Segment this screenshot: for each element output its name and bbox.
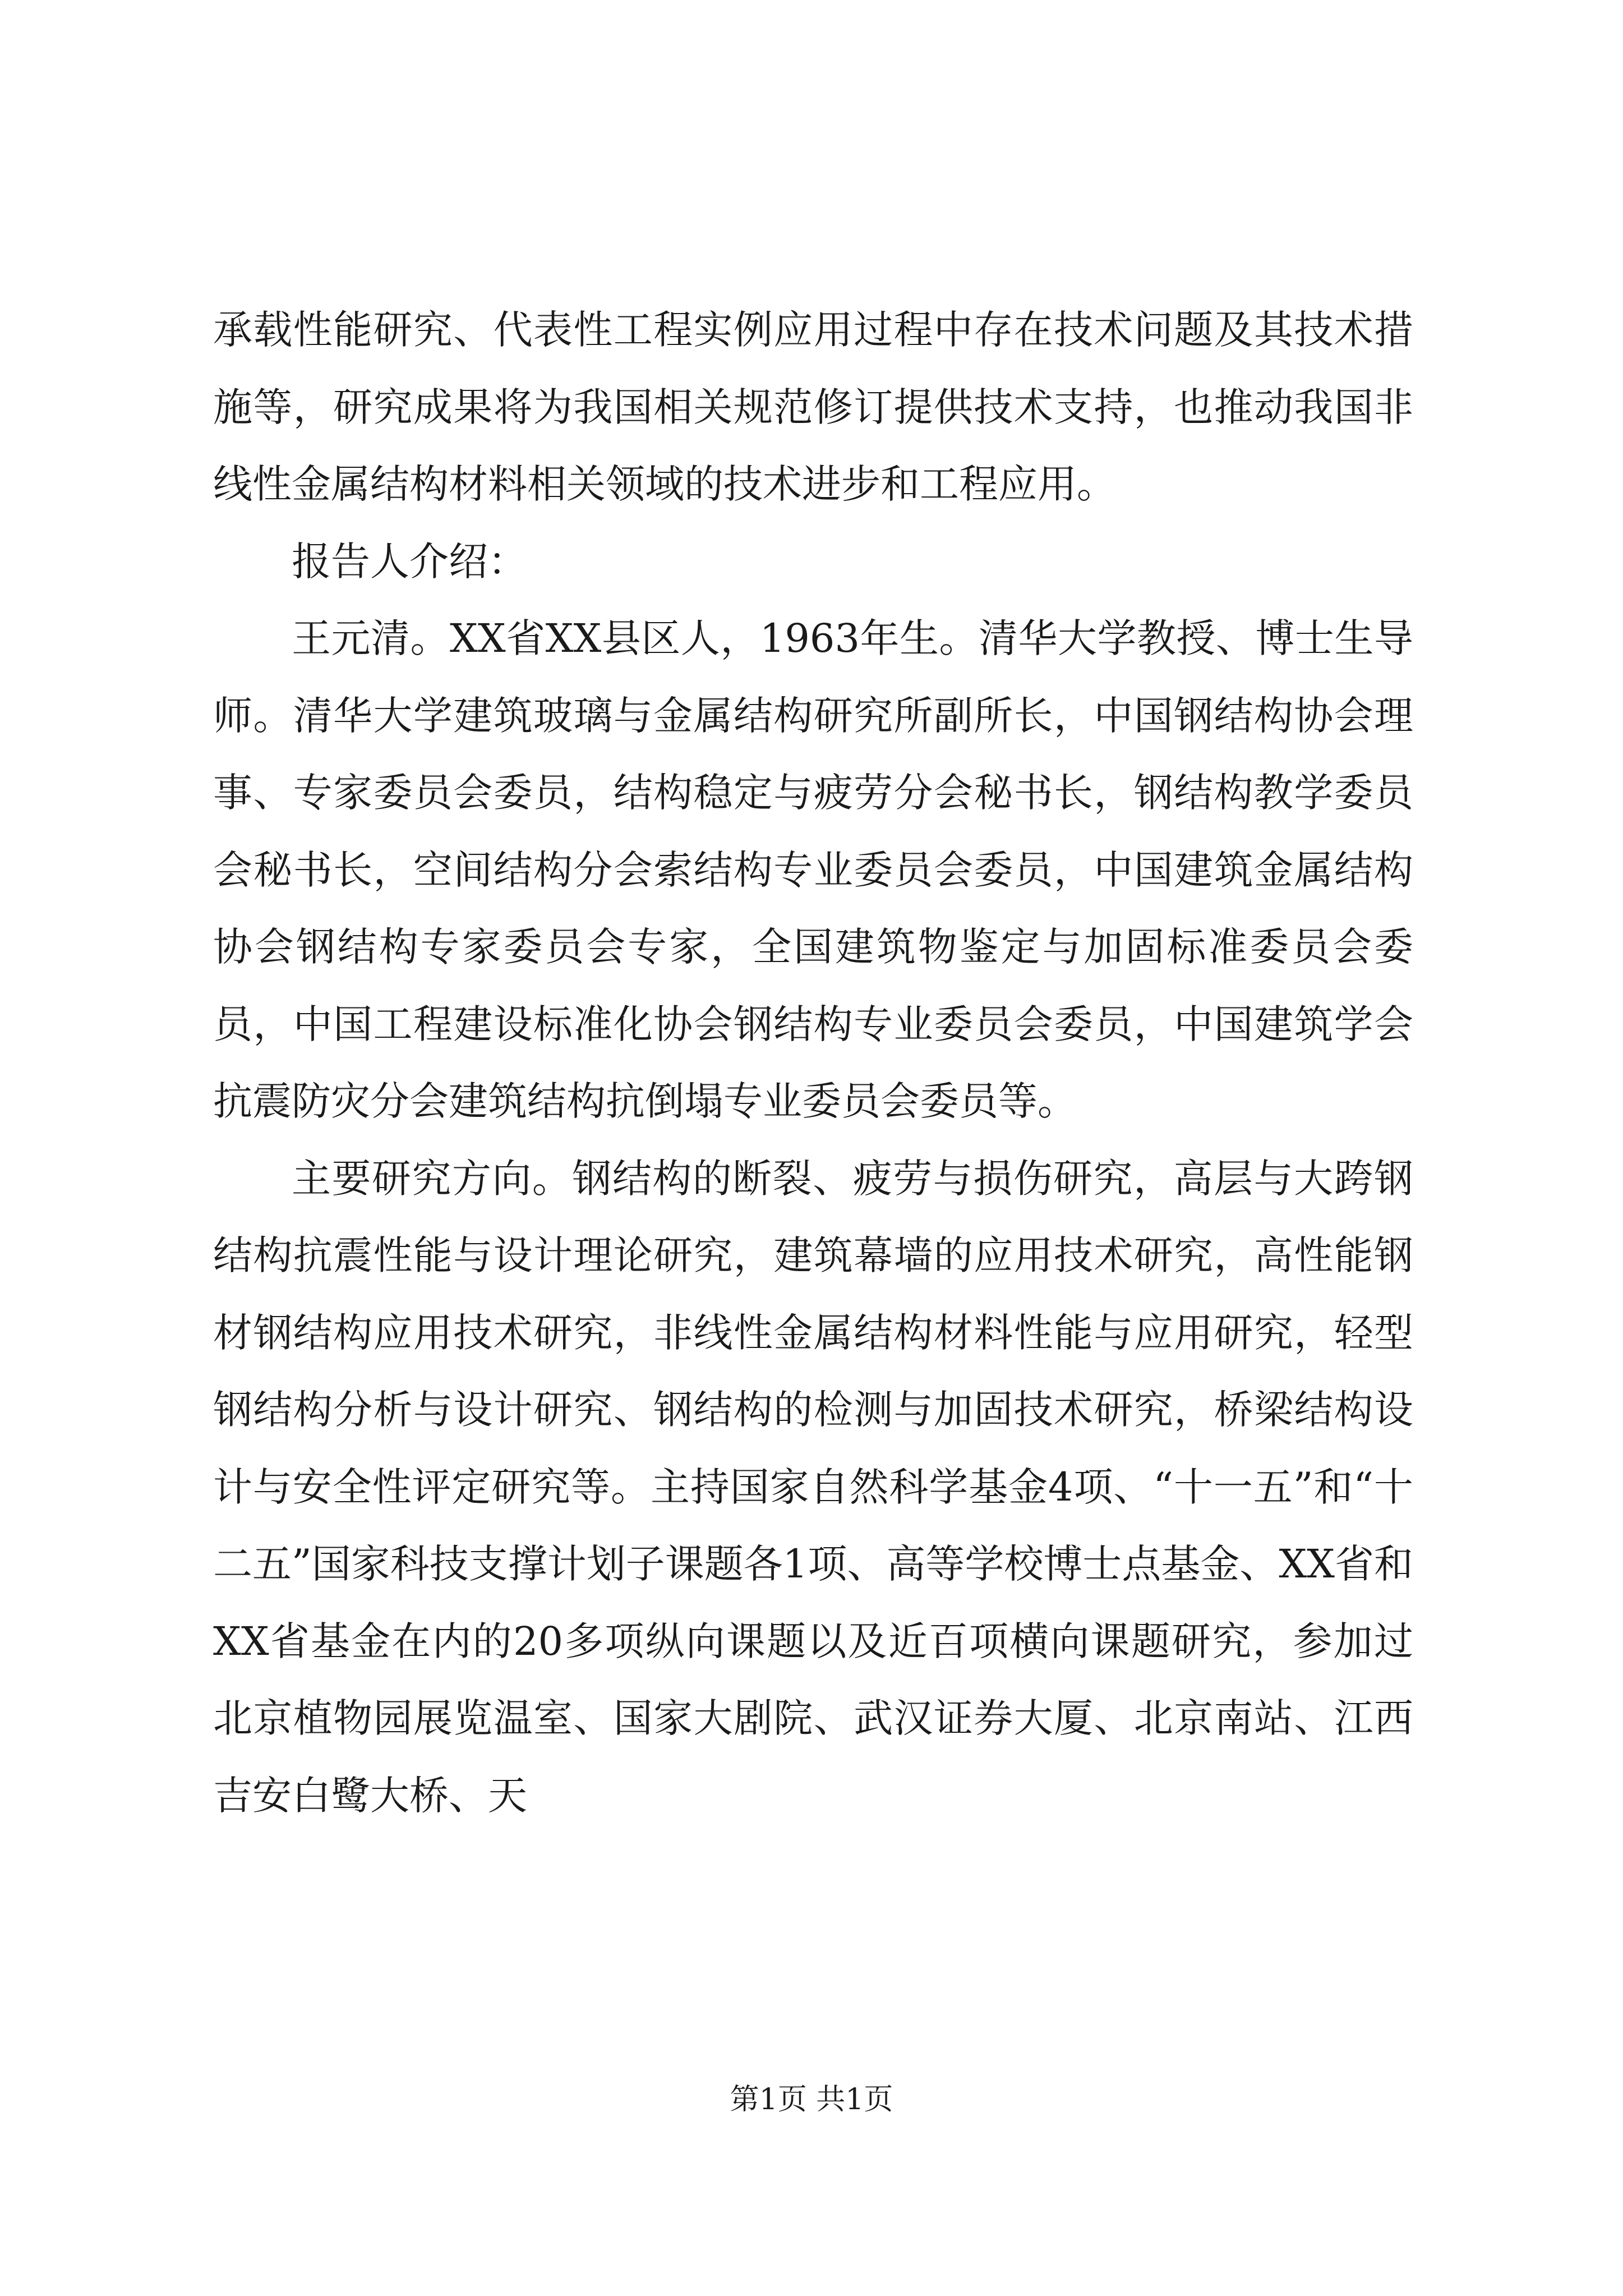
document-body	[213, 292, 1413, 1834]
paragraph-speaker-bio: 王元清。XX省XX县区人，1963年生。清华大学教授、博士生导师。清华大学建筑玻璃与金属结构研究所副所长，中国钢结构协会理事、专家委员会委员，结构稳定与疲劳分会秘书长，钢结构教学委员会秘书长，空间结构分会索结构专业委员会委员，中国建筑金属结构协会钢结构专家委员会专家，全国建筑物鉴定与加固标准委员会委员，中国工程建设标准化协会钢结构专业委员会委员，中国建筑学会抗震防灾分会建筑结构抗倒塌专业委员会委员等。	[213, 615, 1413, 1124]
paragraph-speaker-heading: 报告人介绍：	[292, 538, 527, 585]
paragraph-research-directions: 主要研究方向。钢结构的断裂、疲劳与损伤研究，高层与大跨钢结构抗震性能与设计理论研究，建筑幕墙的应用技术研究，高性能钢材钢结构应用技术研究，非线性金属结构材料性能与应用研究，轻型钢结构分析与设计研究、钢结构的检测与加固技术研究，桥梁结构设计与安全性评定研究等。主持国家自然科学基金4项、“十一五”和“十二五”国家科技支撑计划子课题各1项、高等学校博士点基金、XX省和XX省基金在内的20多项纵向课题以及近百项横向课题研究，参加过北京植物园展览温室、国家大剧院、武汉证券大厦、北京南站、江西吉安白鹭大桥、天	[213, 1155, 1413, 1819]
page-footer: 第1页 共1页	[730, 2083, 893, 2116]
paragraph-continuation: 承载性能研究、代表性工程实例应用过程中存在技术问题及其技术措施等，研究成果将为我国相关规范修订提供技术支持，也推动我国非线性金属结构材料相关领域的技术进步和工程应用。	[213, 307, 1413, 507]
